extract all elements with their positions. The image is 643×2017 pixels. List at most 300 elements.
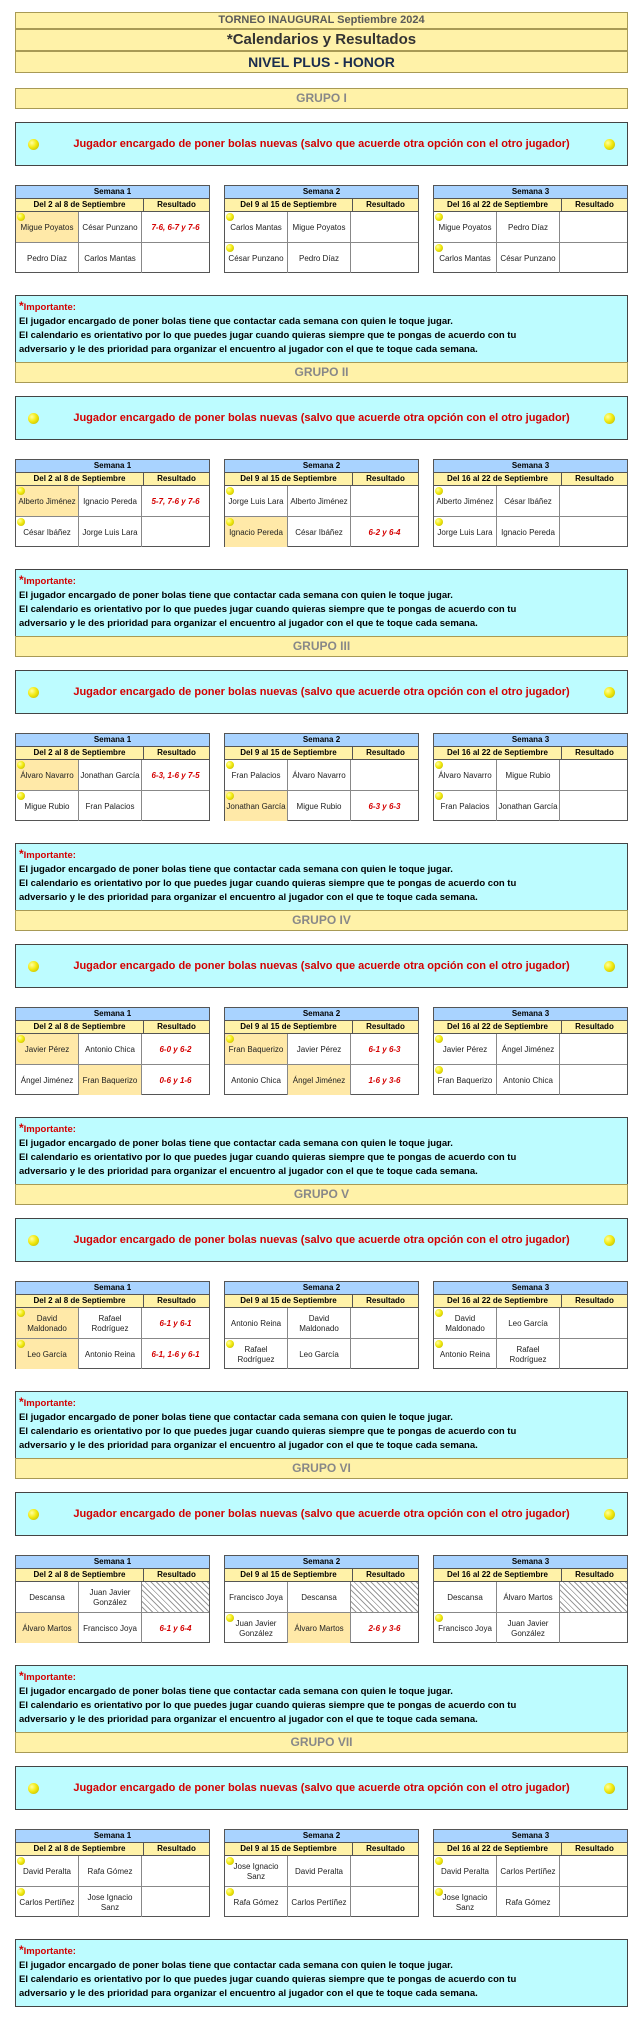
note-asterisk: * [19,1943,24,1957]
match-result [560,1308,627,1338]
match-row [225,1613,418,1643]
tennis-ball-icon [226,1888,234,1896]
player-name: Ignacio Pereda [229,528,283,537]
player-two [288,1613,351,1643]
tennis-ball-icon [226,1614,234,1622]
tennis-ball-icon [226,213,234,221]
match-row [434,791,627,821]
match-result: 6-3, 1-6 y 7-5 [151,770,200,780]
player-name: Javier Pérez [296,1045,342,1054]
week-table [15,1281,210,1369]
match-row [225,1887,418,1917]
match-row [16,1065,209,1095]
result-label: Resultado [575,1022,614,1031]
match-row [225,760,418,791]
week-dates: Del 16 al 22 de Septiembre [434,473,562,485]
balls-banner [15,1492,628,1536]
player-two [497,1034,560,1064]
result-label: Resultado [366,474,405,483]
player-one [16,1065,79,1095]
tennis-ball-icon [435,1340,443,1348]
player-name: Pedro Díaz [298,254,340,263]
week-title: Semana 2 [225,1830,418,1843]
week-table [433,1281,628,1369]
player-one [225,1887,288,1917]
player-name: Álvaro Navarro [292,771,346,780]
player-two [288,791,351,821]
player-one [225,760,288,790]
player-one [434,243,497,273]
player-name: Fran Baquerizo [228,1045,284,1054]
result-label: Resultado [157,1844,196,1853]
player-two [288,1582,351,1612]
week-title: Semana 3 [434,186,627,199]
player-name: César Ibáñez [504,497,552,506]
player-name: Francisco Joya [438,1624,492,1633]
week-dates: Del 9 al 15 de Septiembre [225,473,353,485]
week-title: Semana 1 [16,1008,209,1021]
match-result [142,517,209,547]
match-row [225,1339,418,1369]
note-line: El jugador encargado de poner bolas tiene que contactar cada semana con quien le toque jugar. [19,1138,453,1149]
match-row [434,1308,627,1339]
week-dates: Del 9 al 15 de Septiembre [225,747,353,759]
player-name: Migue Rubio [296,802,342,811]
player-one [434,486,497,516]
tennis-ball-icon [435,792,443,800]
player-one [16,1582,79,1612]
note-line: El calendario es orientativo por lo que puedes jugar cuando quieras siempre que te pongas de acuerdo con tu [19,1426,517,1437]
week-table [15,733,210,821]
note-asterisk: * [19,847,24,861]
tennis-ball-icon [435,1309,443,1317]
note-line: El calendario es orientativo por lo que puedes jugar cuando quieras siempre que te pongas de acuerdo con tu [19,1700,517,1711]
match-result [560,791,627,821]
week-title: Semana 2 [225,1282,418,1295]
player-name: Fran Baquerizo [437,1076,493,1085]
player-name: David Maldonado [27,1314,67,1333]
player-name: Antonio Reina [84,1350,136,1359]
week-dates: Del 2 al 8 de Septiembre [16,1295,144,1307]
match-row [434,1065,627,1095]
match-result: 6-1 y 6-4 [159,1623,192,1633]
tennis-ball-icon [435,1614,443,1622]
player-one [16,486,79,516]
note-heading: Importante: [23,302,76,313]
player-two [79,1856,142,1886]
player-name: Juan Javier González [507,1619,549,1638]
player-name: César Punzano [228,254,284,263]
player-name: Álvaro Martos [294,1624,344,1633]
week-title: Semana 2 [225,1008,418,1021]
match-result [560,1582,627,1612]
balls-banner [15,396,628,440]
note-line: El calendario es orientativo por lo que puedes jugar cuando quieras siempre que te pongas de acuerdo con tu [19,1152,517,1163]
note-title [19,847,624,863]
result-label: Resultado [157,474,196,483]
player-name: Antonio Chica [231,1076,281,1085]
match-row [16,1339,209,1369]
note-line: El calendario es orientativo por lo que puedes jugar cuando quieras siempre que te pongas de acuerdo con tu [19,878,517,889]
result-label: Resultado [157,1022,196,1031]
player-two [79,1887,142,1917]
week-table [15,459,210,547]
tennis-ball-icon [604,413,615,424]
week-table [224,459,419,547]
player-name: Jonathan García [226,802,286,811]
player-name: Ignacio Pereda [501,528,555,537]
note-asterisk: * [19,1395,24,1409]
player-name: Álvaro Navarro [20,771,74,780]
tennis-ball-icon [604,1235,615,1246]
match-row [225,212,418,243]
player-name: Fran Palacios [440,802,490,811]
match-result [351,212,418,242]
player-name: Juan Javier González [235,1619,277,1638]
match-result [351,486,418,516]
level-title: NIVEL PLUS - HONOR [15,51,628,73]
match-result [142,243,209,273]
player-name: Rafael Rodríguez [91,1314,129,1333]
match-result: 5-7, 7-6 y 7-6 [151,496,200,506]
player-name: Rafa Gómez [233,1898,279,1907]
player-name: Descansa [447,1593,483,1602]
match-result [351,243,418,273]
player-name: Alberto Jiménez [290,497,348,506]
player-two [288,1339,351,1369]
week-title: Semana 1 [16,1282,209,1295]
player-name: Alberto Jiménez [18,497,76,506]
result-label: Resultado [575,200,614,209]
match-result [351,1887,418,1917]
week-title: Semana 3 [434,1830,627,1843]
match-result: 6-1 y 6-3 [368,1044,401,1054]
player-two [288,760,351,790]
player-two [497,1339,560,1369]
week-title: Semana 1 [16,186,209,199]
note-line: adversario y le des prioridad para organizar el encuentro al jugador con el que te toque cada semana. [19,1988,478,1999]
player-two [79,791,142,821]
player-one [16,1034,79,1064]
result-label: Resultado [366,1844,405,1853]
player-name: Alberto Jiménez [436,497,494,506]
match-result [560,243,627,273]
tennis-ball-icon [17,1857,25,1865]
player-name: Francisco Joya [83,1624,137,1633]
tennis-ball-icon [435,1888,443,1896]
player-name: David Maldonado [445,1314,485,1333]
player-name: Migue Poyatos [20,223,74,232]
tennis-ball-icon [226,792,234,800]
important-note [15,1391,628,1459]
note-line: adversario y le des prioridad para organizar el encuentro al jugador con el que te toque cada semana. [19,1166,478,1177]
match-result [560,1034,627,1064]
player-one [225,486,288,516]
note-heading: Importante: [23,576,76,587]
match-result [351,1856,418,1886]
week-subheader [16,1843,209,1856]
tennis-ball-icon [604,687,615,698]
tennis-ball-icon [17,792,25,800]
match-result [351,760,418,790]
note-heading: Importante: [23,1672,76,1683]
tennis-ball-icon [28,961,39,972]
week-subheader [225,1569,418,1582]
player-one [434,517,497,547]
match-result [351,1308,418,1338]
week-dates: Del 16 al 22 de Septiembre [434,199,562,211]
player-name: Rafa Gómez [87,1867,133,1876]
week-subheader [434,1843,627,1856]
player-name: Carlos Pertíñez [500,1867,556,1876]
player-name: Migue Rubio [24,802,70,811]
player-name: Migue Poyatos [438,223,492,232]
player-two [497,1613,560,1643]
player-name: Carlos Mantas [439,254,491,263]
note-line: El jugador encargado de poner bolas tiene que contactar cada semana con quien le toque jugar. [19,864,453,875]
balls-banner [15,1766,628,1810]
player-name: Jose Ignacio Sanz [87,1893,133,1912]
player-two [288,1065,351,1095]
match-row [434,517,627,547]
note-heading: Importante: [23,850,76,861]
player-two [497,1308,560,1338]
player-one [16,1887,79,1917]
tennis-ball-icon [28,1509,39,1520]
week-dates: Del 2 al 8 de Septiembre [16,199,144,211]
player-two [288,243,351,273]
week-subheader [225,473,418,486]
player-name: Antonio Chica [503,1076,553,1085]
week-table [433,1007,628,1095]
balls-banner-text: Jugador encargado de poner bolas nuevas (salvo que acuerde otra opción con el otro jugador) [73,686,570,698]
important-note [15,1117,628,1185]
tennis-ball-icon [17,518,25,526]
match-result [560,1887,627,1917]
match-row [16,486,209,517]
player-one [225,1065,288,1095]
tournament-title: TORNEO INAUGURAL Septiembre 2024 [15,12,628,29]
group-block [0,636,643,911]
match-row [225,791,418,821]
week-subheader [434,1021,627,1034]
player-name: Fran Palacios [231,771,281,780]
tennis-ball-icon [226,487,234,495]
match-row [225,486,418,517]
week-dates: Del 9 al 15 de Septiembre [225,1021,353,1033]
player-name: Ángel Jiménez [20,1076,74,1085]
match-row [16,1613,209,1643]
match-row [225,1308,418,1339]
player-two [497,517,560,547]
player-name: Migue Poyatos [292,223,346,232]
tennis-ball-icon [435,518,443,526]
week-subheader [434,1569,627,1582]
match-result: 7-6, 6-7 y 7-6 [151,222,200,232]
player-one [225,517,288,547]
player-name: Jose Ignacio Sanz [442,1893,488,1912]
match-row [16,1856,209,1887]
player-two [288,1308,351,1338]
note-title [19,573,624,589]
match-result [560,1065,627,1095]
note-heading: Importante: [23,1398,76,1409]
match-result [560,1856,627,1886]
player-one [434,1065,497,1095]
tennis-ball-icon [435,761,443,769]
result-label: Resultado [366,1022,405,1031]
match-row [225,1856,418,1887]
tennis-ball-icon [17,213,25,221]
note-line: El calendario es orientativo por lo que puedes jugar cuando quieras siempre que te pongas de acuerdo con tu [19,330,517,341]
player-name: Jonathan García [498,802,558,811]
player-one [225,1856,288,1886]
player-one [434,791,497,821]
player-name: Leo García [299,1350,339,1359]
player-one [434,1856,497,1886]
result-label: Resultado [366,1296,405,1305]
note-title [19,1669,624,1685]
player-two [288,212,351,242]
player-one [434,212,497,242]
week-dates: Del 2 al 8 de Septiembre [16,1021,144,1033]
balls-banner-text: Jugador encargado de poner bolas nuevas (salvo que acuerde otra opción con el otro jugador) [73,412,570,424]
player-two [79,1308,142,1338]
result-label: Resultado [157,1296,196,1305]
player-one [225,1339,288,1369]
match-result: 6-1 y 6-1 [159,1318,192,1328]
tennis-ball-icon [28,139,39,150]
week-table [224,1007,419,1095]
player-two [497,486,560,516]
player-name: Pedro Díaz [26,254,68,263]
match-row [16,243,209,273]
tennis-ball-icon [604,1783,615,1794]
week-title: Semana 2 [225,186,418,199]
note-line: El jugador encargado de poner bolas tiene que contactar cada semana con quien le toque jugar. [19,316,453,327]
player-one [16,791,79,821]
balls-banner-text: Jugador encargado de poner bolas nuevas (salvo que acuerde otra opción con el otro jugador) [73,1782,570,1794]
balls-banner [15,122,628,166]
player-two [497,1065,560,1095]
balls-banner-text: Jugador encargado de poner bolas nuevas (salvo que acuerde otra opción con el otro jugador) [73,1234,570,1246]
note-title [19,1121,624,1137]
week-title: Semana 3 [434,1282,627,1295]
week-table [433,1555,628,1643]
week-title: Semana 1 [16,734,209,747]
player-two [497,1887,560,1917]
match-result [142,1582,209,1612]
match-row [16,1582,209,1613]
match-row [434,760,627,791]
player-name: David Maldonado [299,1314,339,1333]
player-name: Álvaro Martos [22,1624,72,1633]
match-row [225,1034,418,1065]
week-title: Semana 2 [225,460,418,473]
note-line: El jugador encargado de poner bolas tiene que contactar cada semana con quien le toque jugar. [19,1686,453,1697]
match-result [142,791,209,821]
important-note [15,295,628,363]
result-label: Resultado [366,1570,405,1579]
tennis-ball-icon [435,1857,443,1865]
group-block [0,1184,643,1459]
week-table [15,1007,210,1095]
important-note [15,569,628,637]
match-result [560,1613,627,1643]
player-one [225,1308,288,1338]
player-one [434,760,497,790]
week-table [433,459,628,547]
match-result: 6-0 y 6-2 [159,1044,192,1054]
match-row [16,760,209,791]
player-name: César Ibáñez [295,528,343,537]
player-one [434,1887,497,1917]
player-name: Rafa Gómez [505,1898,551,1907]
week-table [433,733,628,821]
balls-banner [15,944,628,988]
player-two [79,1339,142,1369]
match-row [434,486,627,517]
week-dates: Del 9 al 15 de Septiembre [225,1295,353,1307]
tennis-ball-icon [435,244,443,252]
note-line: adversario y le des prioridad para organizar el encuentro al jugador con el que te toque cada semana. [19,1440,478,1451]
tennis-ball-icon [604,1509,615,1520]
match-result [560,517,627,547]
match-result: 6-2 y 6-4 [368,527,401,537]
player-one [16,1339,79,1369]
tennis-ball-icon [17,1309,25,1317]
match-row [434,1887,627,1917]
week-subheader [16,199,209,212]
group-title: GRUPO VI [15,1458,628,1479]
tennis-ball-icon [604,961,615,972]
week-dates: Del 9 al 15 de Septiembre [225,1569,353,1581]
match-row [434,1582,627,1613]
player-one [434,1034,497,1064]
player-one [16,1856,79,1886]
result-label: Resultado [366,748,405,757]
player-name: Migue Rubio [505,771,551,780]
week-dates: Del 2 al 8 de Septiembre [16,747,144,759]
tennis-ball-icon [226,1857,234,1865]
group-title: GRUPO I [15,88,628,109]
player-name: Leo García [508,1319,548,1328]
player-name: Jorge Luis Lara [82,528,138,537]
player-one [225,791,288,821]
player-one [225,1034,288,1064]
player-one [225,1613,288,1643]
tennis-ball-icon [28,1783,39,1794]
note-heading: Importante: [23,1124,76,1135]
week-dates: Del 9 al 15 de Septiembre [225,199,353,211]
week-title: Semana 3 [434,734,627,747]
player-name: César Punzano [82,223,138,232]
player-two [79,212,142,242]
week-subheader [16,1021,209,1034]
match-row [434,1856,627,1887]
week-subheader [434,747,627,760]
tennis-ball-icon [17,1340,25,1348]
match-result: 1-6 y 3-6 [368,1075,401,1085]
note-asterisk: * [19,573,24,587]
week-table [224,733,419,821]
week-subheader [225,747,418,760]
tennis-ball-icon [226,244,234,252]
player-name: Juan Javier González [89,1588,131,1607]
player-one [16,1613,79,1643]
player-name: Antonio Reina [230,1319,282,1328]
match-result [560,760,627,790]
